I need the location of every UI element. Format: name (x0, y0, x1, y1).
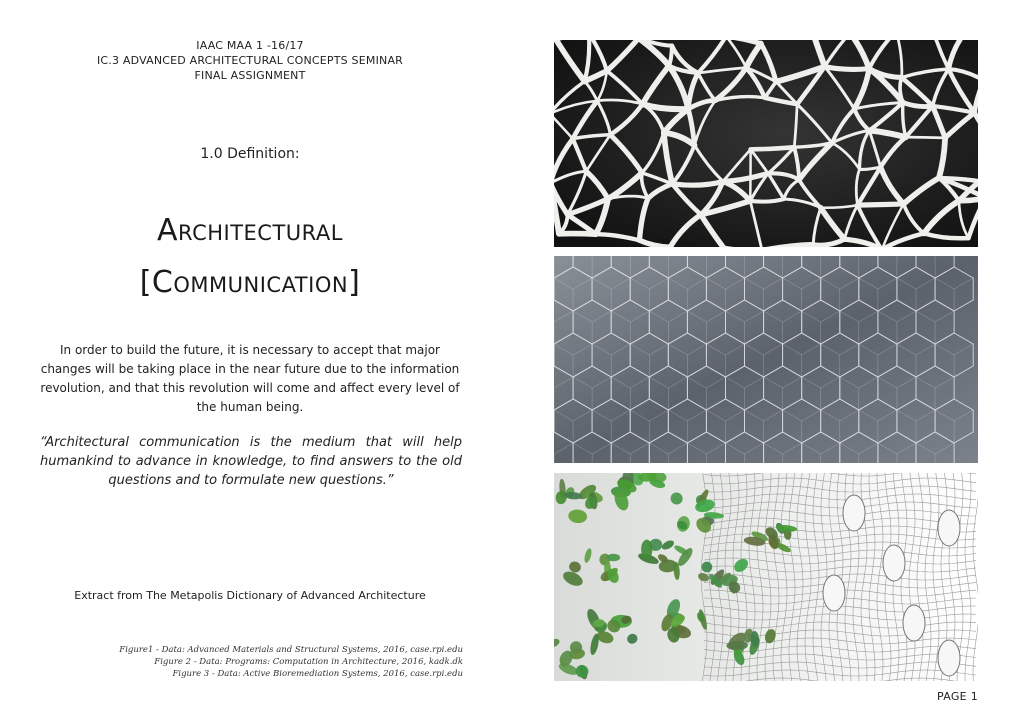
extract-source: Extract from The Metapolis Dictionary of Advanced Architecture (74, 589, 426, 602)
intro-paragraph: In order to build the future, it is necessary to accept that major changes will be taking place in the near future due to the information revolution, and that this revolution will come and affect every level of the human being. (40, 343, 460, 414)
seminar-title: IC.3 ADVANCED ARCHITECTURAL CONCEPTS SEMINAR (96, 54, 404, 67)
definition-quote: “Architectural communication is the medium that will help humankind to advance in knowledge, to find answers to the old questions and to formulate new questions.” (40, 435, 462, 488)
assignment-label: FINAL ASSIGNMENT (194, 69, 306, 82)
hexagon-mesh-illustration (554, 256, 978, 463)
lattice-illustration (554, 40, 978, 247)
figure-3-caption: Figure 3 - Data: Active Bioremediation Systems, 2016, case.rpi.edu (172, 669, 463, 679)
page-number: PAGE 1 (936, 690, 978, 703)
course-code: IAAC MAA 1 -16/17 (196, 39, 304, 52)
page-title (40, 205, 460, 309)
figure-captions (90, 644, 463, 680)
title-line-1: Architectural (157, 213, 343, 248)
figure-1-caption: Figure1 - Data: Advanced Materials and Structural Systems, 2016, case.rpi.edu (119, 645, 463, 655)
figure-2-caption: Figure 2 - Data: Programs: Computation in Architecture, 2016, kadk.dk (154, 657, 463, 667)
figure-3-bioremediation-image (554, 473, 978, 681)
title-line-2: [Communication] (139, 265, 361, 300)
figure-1-lattice-image (554, 40, 978, 247)
figure-2-hexagon-mesh-image (554, 256, 978, 463)
section-heading: 1.0 Definition: (200, 146, 300, 162)
bioremediation-illustration (554, 473, 978, 681)
course-header (90, 38, 410, 83)
